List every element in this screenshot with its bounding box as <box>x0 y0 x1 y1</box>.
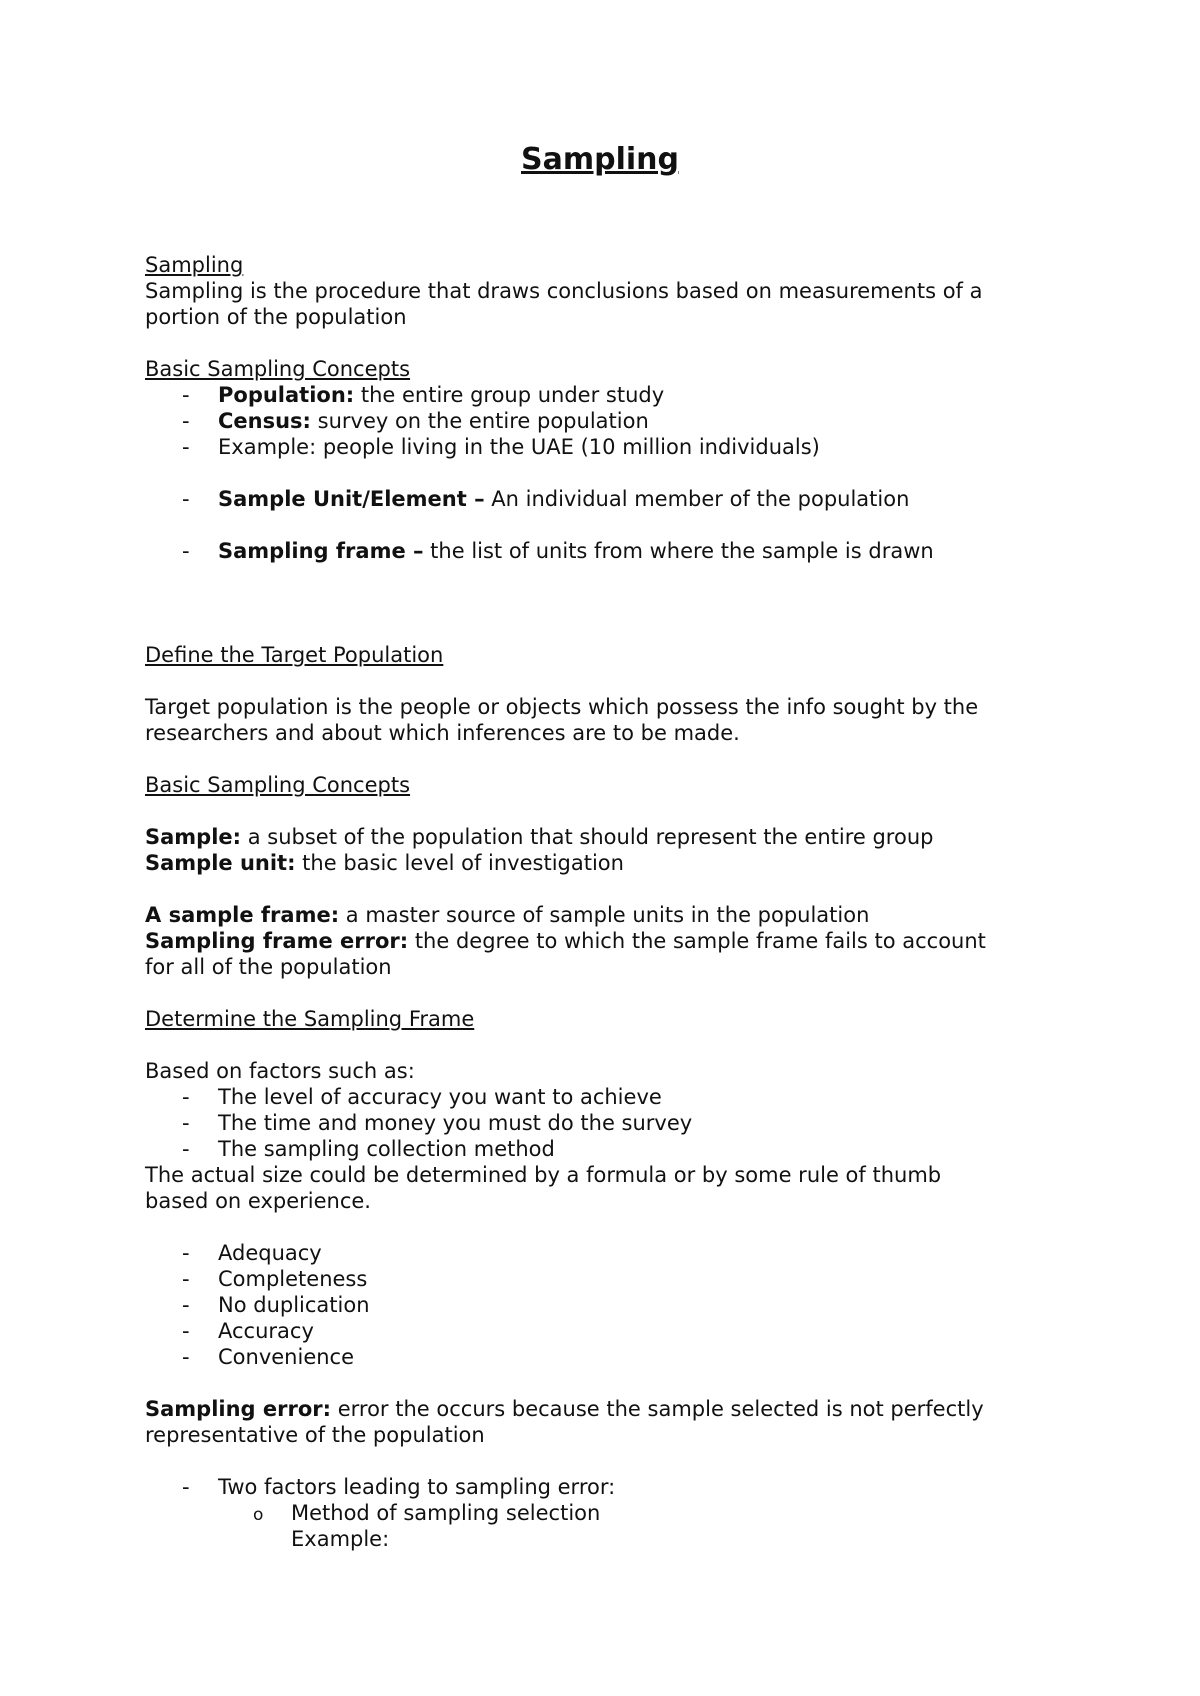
list-item <box>145 382 1075 408</box>
page-title: Sampling <box>521 142 679 177</box>
definition: the basic level of investigation <box>295 851 624 875</box>
list-item <box>145 486 1075 512</box>
paragraph-line: Sampling is the procedure that draws conclusions based on measurements of a <box>145 279 983 303</box>
paragraph-line: based on experience. <box>145 1189 371 1213</box>
definition-line <box>145 824 1075 850</box>
list-item: - The sampling collection method <box>145 1136 1075 1162</box>
list-item: - Convenience <box>145 1344 1075 1370</box>
sub-list-continuation: Example: <box>291 1527 390 1551</box>
definition: survey on the entire population <box>310 409 649 433</box>
paragraph-line: representative of the population <box>145 1423 485 1447</box>
term: Sample unit: <box>145 851 296 875</box>
definition-line <box>145 850 1075 876</box>
list-item <box>145 538 1075 564</box>
term: Sampling error: <box>145 1397 332 1421</box>
sub-list-item-text: Method of sampling selection <box>291 1501 601 1525</box>
definition-line <box>145 1396 1075 1422</box>
term: Sample Unit/Element – <box>218 487 485 511</box>
list-item: - The level of accuracy you want to achieve <box>145 1084 1075 1110</box>
list-item: - Completeness <box>145 1266 1075 1292</box>
definition-line <box>145 928 1075 954</box>
term: Sample: <box>145 825 242 849</box>
term: Sampling frame – <box>218 539 424 563</box>
list-item: - Accuracy <box>145 1318 1075 1344</box>
section-heading-target-population: Define the Target Population <box>145 643 444 667</box>
document-body <box>145 252 1075 1552</box>
paragraph-line: for all of the population <box>145 955 392 979</box>
section-heading-sampling: Sampling <box>145 253 244 277</box>
term: Population: <box>218 383 355 407</box>
circle-bullet-icon: o <box>253 1505 264 1525</box>
list-item <box>145 434 1075 460</box>
term: A sample frame: <box>145 903 340 927</box>
list-item: - No duplication <box>145 1292 1075 1318</box>
section-heading-basic-concepts: Basic Sampling Concepts <box>145 357 411 381</box>
definition: a subset of the population that should represent the entire group <box>241 825 934 849</box>
list-item: - The time and money you must do the survey <box>145 1110 1075 1136</box>
definition: the list of units from where the sample is drawn <box>423 539 934 563</box>
definition-line <box>145 902 1075 928</box>
paragraph-line: portion of the population <box>145 305 407 329</box>
list-item: - Two factors leading to sampling error: <box>145 1474 1075 1500</box>
list-item: - Adequacy <box>145 1240 1075 1266</box>
definition: the degree to which the sample frame fails to account <box>408 929 986 953</box>
list-item <box>145 408 1075 434</box>
list-item-text: Example: people living in the UAE (10 million individuals) <box>218 435 820 459</box>
definition: error the occurs because the sample selected is not perfectly <box>331 1397 984 1421</box>
paragraph-line: Based on factors such as: <box>145 1059 415 1083</box>
definition: a master source of sample units in the population <box>339 903 870 927</box>
paragraph-line: Target population is the people or objects which possess the info sought by the <box>145 695 979 719</box>
paragraph-line: The actual size could be determined by a formula or by some rule of thumb <box>145 1163 942 1187</box>
definition: An individual member of the population <box>484 487 910 511</box>
paragraph-line: researchers and about which inferences are to be made. <box>145 721 740 745</box>
sub-list-item <box>145 1500 1075 1526</box>
definition: the entire group under study <box>354 383 665 407</box>
term: Census: <box>218 409 311 433</box>
section-heading-sampling-frame: Determine the Sampling Frame <box>145 1007 475 1031</box>
section-heading-basic-concepts-2: Basic Sampling Concepts <box>145 773 411 797</box>
term: Sampling frame error: <box>145 929 409 953</box>
